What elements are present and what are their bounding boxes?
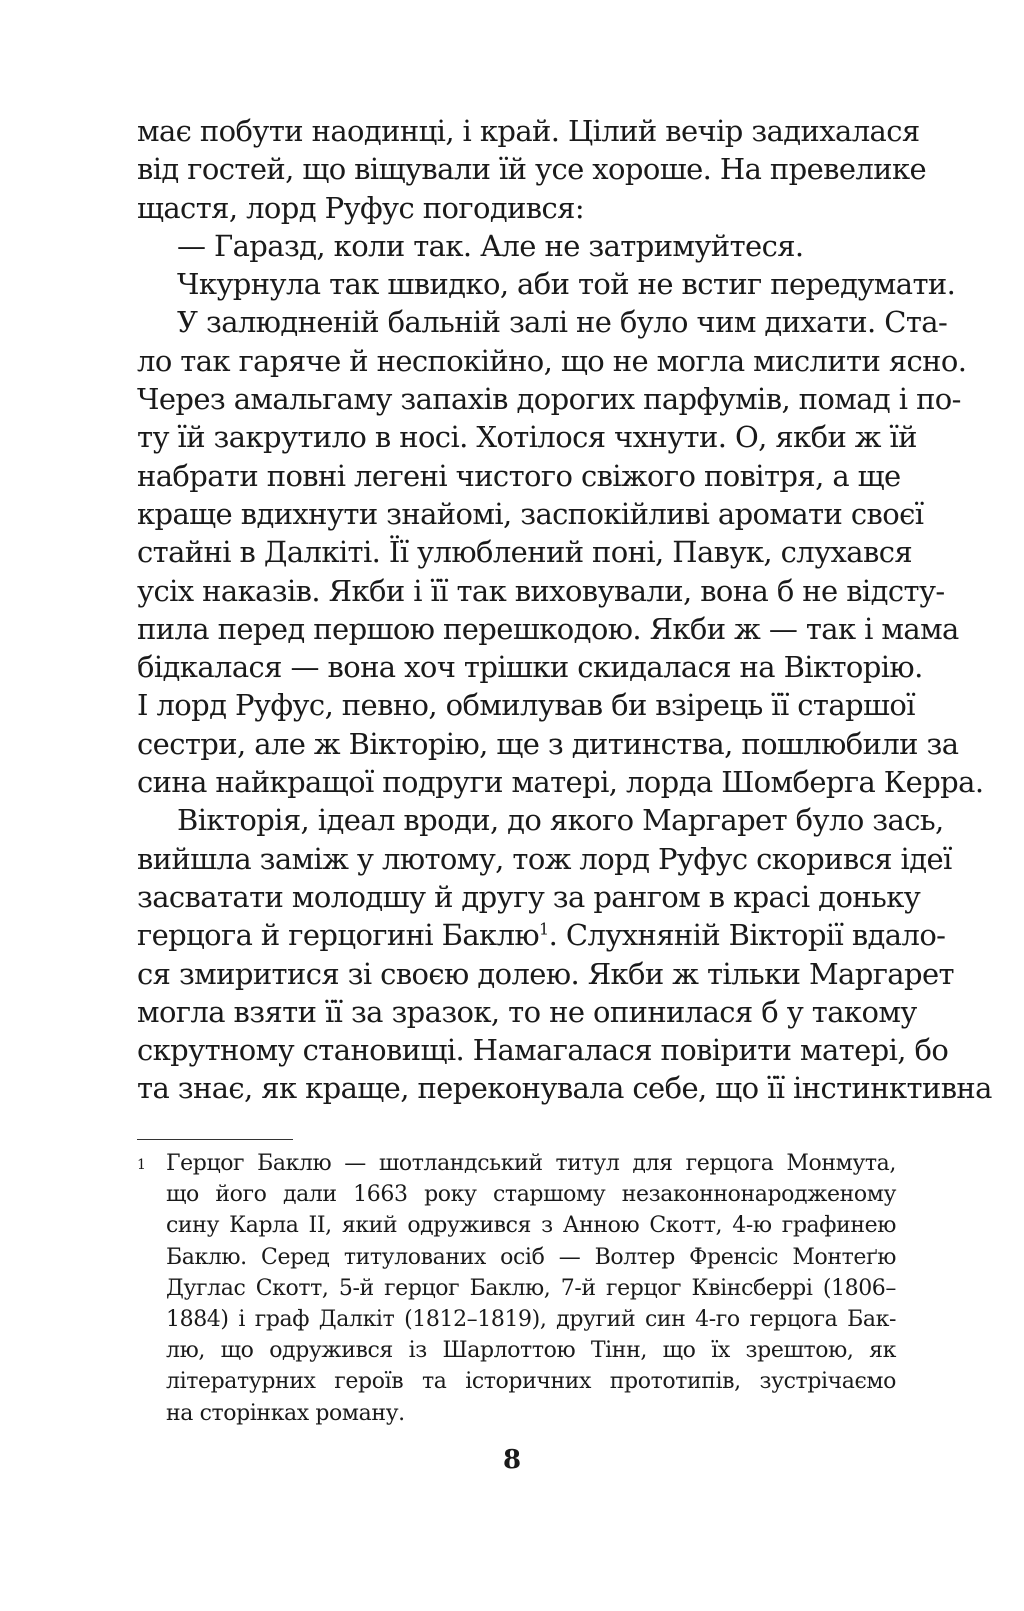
footnote-number: 1 xyxy=(137,1157,146,1173)
text-line: сестри, але ж Вікторію, ще з дитинства, пошлюбили за xyxy=(137,726,959,761)
text-segment: . Слухняній Вікторії вдало- xyxy=(548,918,946,953)
footnote-line: літературних героїв та історичних прототипів, зустрічаємо xyxy=(166,1369,896,1395)
footnote-line: Дуглас Скотт, 5-й герцог Баклю, 7-й герцог Квінсберрі (1806– xyxy=(166,1275,896,1301)
text-line-with-footnote-ref xyxy=(137,916,946,954)
text-line: Вікторія, ідеал вроди, до якого Маргарет було зась, xyxy=(177,803,944,838)
text-line: У залюдненій бальній залі не було чим дихати. Ста- xyxy=(177,305,948,340)
page-number: 8 xyxy=(502,1445,522,1475)
paragraph-4 xyxy=(137,303,984,801)
text-line: — Гаразд, коли так. Але не затримуйтеся. xyxy=(177,228,804,263)
text-line: вийшла заміж у лютому, тож лорд Руфус скорився ідеї xyxy=(137,841,952,876)
footnote-divider xyxy=(137,1139,293,1140)
text-line: Через амальгаму запахів дорогих парфумів, помад і по- xyxy=(137,382,961,417)
footnote-line: 1884) і граф Далкіт (1812–1819), другий син 4-го герцога Бак- xyxy=(166,1307,896,1333)
text-line: та знає, як краще, переконувала себе, що її інстинктивна xyxy=(137,1071,992,1106)
paragraph-5 xyxy=(137,801,992,1107)
text-line: засватати молодшу й другу за рангом в красі доньку xyxy=(137,879,921,914)
text-line: сина найкращої подруги матері, лорда Шомберга Керра. xyxy=(137,765,984,800)
paragraph-2-dialogue xyxy=(137,227,896,265)
text-line: краще вдихнути знайомі, заспокійливі аромати своєї xyxy=(137,496,924,531)
paragraph-1 xyxy=(137,112,927,227)
footnote-line: що його дали 1663 року старшому незаконнонародженому xyxy=(166,1182,896,1208)
footnote xyxy=(137,1148,896,1429)
text-line: ло так гаряче й неспокійно, що не могла мислити ясно. xyxy=(137,343,967,378)
text-line: І лорд Руфус, певно, обмилував би взірець її старшої xyxy=(137,688,915,723)
main-text xyxy=(137,112,992,1108)
text-line: стайні в Далкіті. Її улюблений поні, Павук, слухався xyxy=(137,535,913,570)
text-line: усіх наказів. Якби і її так виховували, вона б не відсту- xyxy=(137,573,945,608)
text-line: пила перед першою перешкодою. Якби ж — так і мама xyxy=(137,611,959,646)
footnote-line: лю, що одружився із Шарлоттою Тінн, що їх зрештою, як xyxy=(166,1338,896,1364)
text-line: від гостей, що віщували їй усе хороше. На превелике xyxy=(137,152,927,187)
text-line: Чкурнула так швидко, аби той не встиг передумати. xyxy=(177,267,956,302)
footnote-line: Герцог Баклю — шотландський титул для герцога Монмута, xyxy=(166,1151,896,1176)
footnote-reference[interactable]: 1 xyxy=(539,919,549,939)
footnote-line: сину Карла II, який одружився з Анною Скотт, 4-ю графинею xyxy=(166,1213,896,1239)
footnote-line: на сторінках роману. xyxy=(166,1400,405,1426)
text-line: могла взяти її за зразок, то не опинилася б у такому xyxy=(137,994,917,1029)
text-line: скрутному становищі. Намагалася повірити матері, бо xyxy=(137,1033,949,1068)
text-line: набрати повні легені чистого свіжого повітря, а ще xyxy=(137,458,901,493)
footnote-text xyxy=(166,1148,896,1429)
text-line: ту їй закрутило в носі. Хотілося чхнути. О, якби ж їй xyxy=(137,420,917,455)
footnote-line: Баклю. Серед титулованих осіб — Волтер Френсіс Монтеґю xyxy=(166,1244,896,1270)
text-line: ся змиритися зі своєю долею. Якби ж тільки Маргарет xyxy=(137,956,954,991)
text-segment: герцога й герцогині Баклю xyxy=(137,918,540,953)
text-line: має побути наодинці, і край. Цілий вечір задихалася xyxy=(137,114,920,148)
paragraph-3 xyxy=(137,265,956,303)
text-line: щастя, лорд Руфус погодився: xyxy=(137,190,585,225)
text-line: бідкалася — вона хоч трішки скидалася на Вікторію. xyxy=(137,650,923,685)
